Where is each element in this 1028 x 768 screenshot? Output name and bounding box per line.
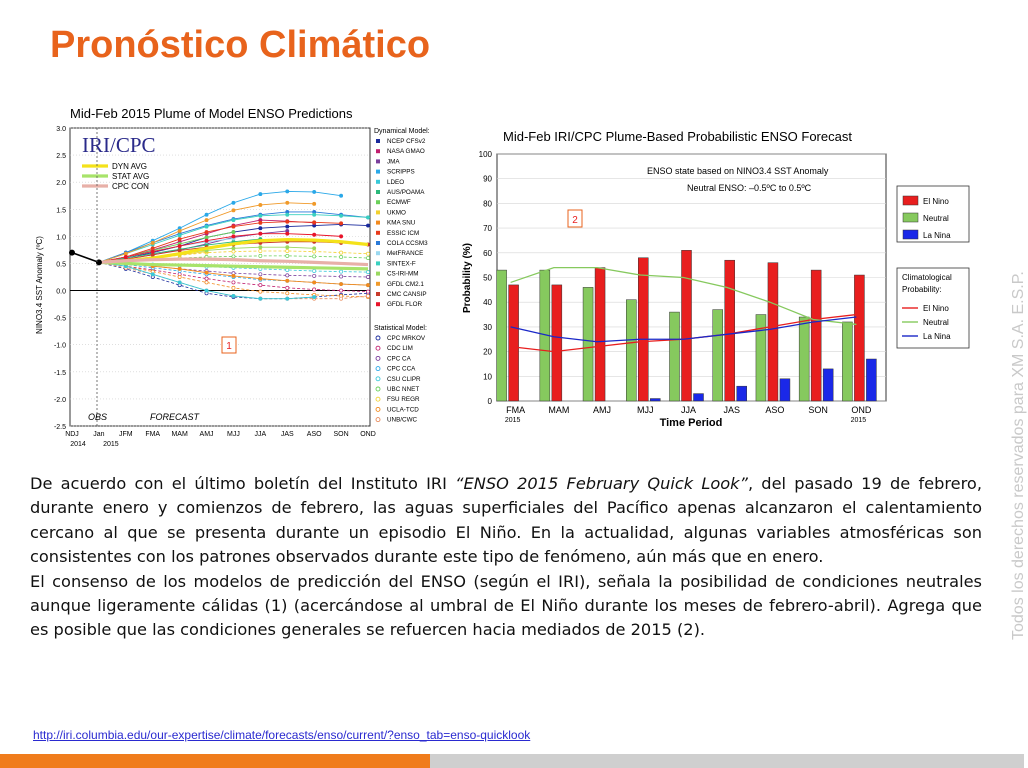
plume-dyn-legend-label: CS-IRI-MM [387,270,419,278]
prob-bar [737,386,747,401]
plume-y-tick: 2.5 [56,153,66,161]
plume-dyn-legend-swatch [376,139,380,143]
plume-dyn-legend-swatch [376,180,380,184]
plume-point [313,247,316,250]
plume-point [151,241,154,244]
plume-y-tick: -2.0 [53,396,66,404]
prob-bar [552,285,562,401]
plume-avg-legend-label: STAT AVG [112,172,150,181]
prob-x-tick: SON [808,405,828,415]
plume-dyn-legend-label: UKMO [387,209,406,217]
plume-point [339,270,342,273]
plume-point [205,236,208,239]
plume-stat-legend-label: CDC LIM [387,345,413,353]
plume-point [313,295,316,298]
plume-point [286,220,289,223]
prob-y-tick: 90 [483,174,492,184]
prob-bar [866,359,876,401]
plume-point [205,277,208,280]
plume-year-label: 2015 [103,441,119,448]
prob-chart-title: Mid-Feb IRI/CPC Plume-Based Probabilistic ENSO Forecast [503,129,852,144]
plume-point [232,247,235,250]
prob-bar [811,270,821,401]
prob-subtitle: ENSO state based on NINO3.4 SST Anomaly [647,166,829,176]
plume-avg-legend-label: DYN AVG [112,162,147,171]
plume-x-tick: OND [360,431,376,438]
plume-dyn-legend-swatch [376,302,380,306]
prob-marker: 2 [572,215,578,226]
plume-point [124,255,127,258]
plume-point [178,245,181,248]
plume-point [232,225,235,228]
plume-dyn-legend-swatch [376,261,380,265]
plume-dyn-legend-swatch [376,159,380,163]
prob-y-tick: 50 [483,273,492,283]
plume-avg-legend-label: CPC CON [112,182,149,191]
prob-bar [670,312,680,401]
plume-point [366,275,369,278]
plume-dyn-legend-swatch [376,231,380,235]
plume-stat-legend-swatch [376,387,380,391]
plume-point [205,281,208,284]
prob-bar [583,287,593,401]
plume-dyn-legend-label: SINTEX-F [387,260,416,268]
plume-point [124,252,127,255]
prob-legend-label: El Nino [923,197,949,206]
plume-point [286,249,289,252]
prob-x-tick: MJJ [637,405,654,415]
prob-bar [823,369,833,401]
plume-point [286,254,289,257]
prob-y-tick: 80 [483,199,492,209]
plume-observed-point [69,250,75,256]
prob-bar [854,275,864,401]
prob-clim-legend-title: Probability: [902,285,942,294]
plume-stat-legend-swatch [376,367,380,371]
plume-stat-legend-label: CPC CCA [387,365,416,373]
plume-stat-legend-label: FSU REGR [387,396,420,404]
plume-point [286,279,289,282]
plume-y-tick: -1.5 [53,369,66,377]
plume-point [339,297,342,300]
plume-point [313,250,316,253]
plume-dyn-legend-swatch [376,190,380,194]
prob-bar [780,379,790,401]
plume-point [313,288,316,291]
plume-dyn-legend-swatch [376,210,380,214]
plume-dyn-legend-label: GFDL CM2.1 [387,280,424,288]
plume-point [339,255,342,258]
prob-bar [509,285,519,401]
prob-legend-swatch [903,230,918,239]
plume-point [205,289,208,292]
plume-point [232,250,235,253]
prob-legend-swatch [903,213,918,222]
prob-bar [497,270,507,401]
prob-x-tick: FMA [506,405,526,415]
prob-y-tick: 70 [483,224,492,234]
prob-bar [626,300,636,401]
plume-y-tick: -0.5 [53,315,66,323]
prob-bar [638,258,648,401]
paragraph-1-post: , del pasado 19 de febrero, durante enero y comienzos de febrero, las aguas superficiales del Pacífico apenas alcanzaron el calentamiento cercano al que se presenta durante un episodio El Niño. En la actualidad, algunas variables atmosféricas son consistentes con los patrones observados durante este tipo de fenómeno, aún más que en enero. [30,474,982,567]
plume-point [259,214,262,217]
plume-point [286,213,289,216]
prob-clim-legend-label: La Nina [923,332,951,341]
plume-point [259,284,262,287]
plume-x-tick: JJA [254,431,267,438]
plume-point [259,246,262,249]
plume-y-tick: 2.0 [56,180,66,188]
prob-bar [694,394,704,401]
plume-dyn-legend-label: COLA CCSM3 [387,240,428,247]
plume-dyn-legend-label: AUS/POAMA [387,189,425,196]
plume-dyn-legend-swatch [376,272,380,276]
plume-point [205,225,208,228]
plume-point [205,219,208,222]
plume-point [366,294,369,297]
prob-neutral-note: Neutral ENSO: –0.5ºC to 0.5ºC [687,183,812,193]
plume-point [178,267,181,270]
plume-dyn-legend-label: NASA GMAO [387,148,425,156]
plume-point [366,252,369,255]
prob-x-year: 2015 [850,417,867,424]
plume-point [259,277,262,280]
plume-point [339,251,342,254]
plume-point [313,233,316,236]
prob-x-tick: JJA [680,405,697,415]
plume-stat-legend-swatch [376,377,380,381]
plume-y-tick: 1.5 [56,207,66,215]
plume-point [286,292,289,295]
plume-point [232,235,235,238]
plume-point [339,214,342,217]
plume-chart [30,100,450,462]
plume-point [151,247,154,250]
plume-x-tick: SON [333,431,349,438]
plume-stat-legend-swatch [376,397,380,401]
prob-x-year: 2015 [504,417,521,424]
plume-point [339,275,342,278]
plume-point [339,235,342,238]
plume-point [232,201,235,204]
prob-y-tick: 100 [478,150,492,159]
plume-point [366,271,369,274]
prob-y-axis-label: Probability (%) [462,242,473,314]
plume-point [151,253,154,256]
plume-stat-legend-label: UCLA-TCD [387,406,419,414]
plume-point [259,297,262,300]
plume-y-tick: 3.0 [56,126,66,133]
plume-obs-label: OBS [88,412,108,422]
plume-dyn-legend-swatch [376,282,380,286]
plume-marker: 1 [226,341,232,352]
plume-point [339,194,342,197]
plume-stat-legend-label: CPC MRKOV [387,335,426,342]
plume-point [366,284,369,287]
plume-point [313,255,316,258]
prob-bar [682,250,692,401]
footer-accent-bar [0,754,430,768]
body-text [30,472,982,643]
plume-dyn-legend-swatch [376,170,380,174]
plume-x-tick: Jan [93,431,105,438]
plume-point [313,190,316,193]
prob-legend-label: La Nina [923,231,951,240]
plume-point [205,239,208,242]
plume-chart-title: Mid-Feb 2015 Plume of Model ENSO Predictions [70,106,353,121]
plume-dyn-legend-label: ESSIC ICM [387,229,420,237]
plume-point [259,273,262,276]
paragraph-1 [30,472,982,570]
plume-point [178,249,181,252]
prob-bar [842,322,852,401]
plume-point [205,230,208,233]
plume-point [205,213,208,216]
plume-stat-legend-swatch [376,336,380,340]
plume-point [339,282,342,285]
plume-point [151,250,154,253]
plume-x-tick: MJJ [227,431,240,438]
plume-point [259,203,262,206]
prob-x-tick: OND [851,405,872,415]
paragraph-1-pre: De acuerdo con el último boletín del Instituto IRI [30,474,456,493]
prob-bar [650,399,660,401]
plume-point [259,221,262,224]
plume-point [313,202,316,205]
plume-dyn-legend-swatch [376,149,380,153]
prob-x-axis-label: Time Period [659,417,723,429]
plume-x-tick: JFM [119,431,133,438]
plume-dyn-legend-swatch [376,200,380,204]
plume-point [205,271,208,274]
prob-clim-legend-label: Neutral [923,318,949,327]
plume-point [286,297,289,300]
plume-point [178,234,181,237]
plume-point [313,274,316,277]
plume-stat-legend-label: UBC NNET [387,386,420,393]
plume-point [339,289,342,292]
plume-stat-legend-label: CSU CLIPR [387,375,421,383]
plume-point [232,209,235,212]
plume-point [178,229,181,232]
plume-point [259,290,262,293]
plume-point [286,246,289,249]
plume-dyn-legend-title: Dynamical Model: [374,128,430,135]
prob-bar [725,260,735,401]
plume-y-axis-label: NINO3.4 SST Anomaly (ºC) [35,236,44,334]
prob-y-tick: 10 [483,372,492,382]
plume-stat-legend-label: UNB/CWC [387,416,418,424]
plume-dyn-legend-swatch [376,221,380,225]
plume-x-tick: MAM [171,431,188,438]
plume-point [232,274,235,277]
plume-x-tick: ASO [306,431,322,438]
plume-point [259,227,262,230]
plume-point [366,256,369,259]
plume-stat-legend-title: Statistical Model: [374,325,427,332]
plume-dyn-legend-label: NCEP CFSv2 [387,138,426,145]
plume-dyn-legend-label: GFDL FLOR [387,301,423,309]
prob-legend-swatch [903,196,918,205]
plume-x-tick: FMA [145,431,161,438]
slide-title: Pronóstico Climático [50,24,431,66]
plume-point [259,254,262,257]
plume-dyn-legend-label: MetFRANCE [387,250,424,258]
plume-point [366,224,369,227]
plume-point [259,232,262,235]
plume-point [178,237,181,240]
plume-point [178,281,181,284]
plume-point [339,222,342,225]
plume-y-tick: -1.0 [53,342,66,350]
plume-x-tick: JAS [280,431,294,438]
prob-bar [595,268,605,401]
plume-point [232,281,235,284]
plume-year-label: 2014 [70,441,86,448]
plume-dyn-legend-label: LDEO [387,178,405,186]
plume-point [259,193,262,196]
plume-point [313,269,316,272]
plume-y-tick: 0.0 [56,288,66,296]
plume-point [232,255,235,258]
source-link[interactable]: http://iri.columbia.edu/our-expertise/climate/forecasts/enso/current/?enso_tab=enso-quicklook [33,728,531,742]
prob-x-tick: MAM [548,405,570,415]
plume-point [366,216,369,219]
prob-bar [799,317,809,401]
plume-x-tick: AMJ [199,431,214,438]
plume-dyn-legend-swatch [376,241,380,245]
plume-point [286,190,289,193]
prob-bar [768,263,778,401]
plume-x-tick: NDJ [65,431,79,438]
bulletin-title: “ENSO 2015 February Quick Look” [455,474,748,493]
plume-point [286,274,289,277]
plume-dyn-legend-label: CMC CANSIP [387,291,427,298]
plume-point [259,249,262,252]
plume-dyn-legend-swatch [376,251,380,255]
plume-point [313,221,316,224]
plume-point [232,294,235,297]
prob-y-tick: 20 [483,347,492,357]
plume-point [313,281,316,284]
paragraph-2: El consenso de los modelos de predicción del ENSO (según el IRI), señala la posibilidad de condiciones neutrales aunque ligeramente cálidas (1) (acercándose al umbral de El Niño durante los meses de febrero-abril). Agrega que es posible que las condiciones generales se refuercen hacia mediados de 2015 (2). [30,571,982,640]
prob-x-tick: JAS [723,405,740,415]
plume-y-tick: 1.0 [56,234,66,242]
plume-stat-legend-swatch [376,418,380,422]
plume-logo: IRI/CPC [82,133,156,157]
plume-dyn-legend-label: JMA [387,158,400,166]
prob-legend-label: Neutral [923,214,949,223]
prob-bar [713,310,723,401]
plume-stat-legend-swatch [376,356,380,360]
plume-point [286,225,289,228]
prob-y-tick: 40 [483,298,492,308]
plume-point [232,230,235,233]
plume-dyn-legend-swatch [376,292,380,296]
plume-y-tick: 0.5 [56,261,66,269]
plume-forecast-label: FORECAST [150,412,200,422]
prob-y-tick: 0 [487,397,492,406]
plume-point [313,213,316,216]
plume-stat-legend-label: CPC CA [387,355,411,363]
prob-clim-legend-title: Climatological [902,273,952,282]
plume-point [151,273,154,276]
plume-point [232,219,235,222]
plume-dyn-legend-label: KMA SNU [387,219,416,227]
probability-chart [457,118,952,436]
plume-point [232,286,235,289]
prob-y-tick: 30 [483,322,492,332]
plume-stat-legend-swatch [376,407,380,411]
plume-point [178,275,181,278]
plume-point [286,286,289,289]
plume-dyn-legend-label: SCRIPPS [387,168,415,176]
copyright-note: Todos los derechos reservados para XM S.A. E.S.P. [1010,271,1027,640]
plume-point [286,232,289,235]
prob-y-tick: 60 [483,248,492,258]
prob-clim-legend-label: El Nino [923,304,949,313]
plume-point [286,201,289,204]
plume-stat-legend-swatch [376,346,380,350]
prob-x-tick: ASO [765,405,785,415]
plume-y-tick: -2.5 [53,424,66,431]
prob-x-tick: AMJ [593,405,612,415]
plume-point [366,290,369,293]
plume-dyn-legend-label: ECMWF [387,199,411,207]
